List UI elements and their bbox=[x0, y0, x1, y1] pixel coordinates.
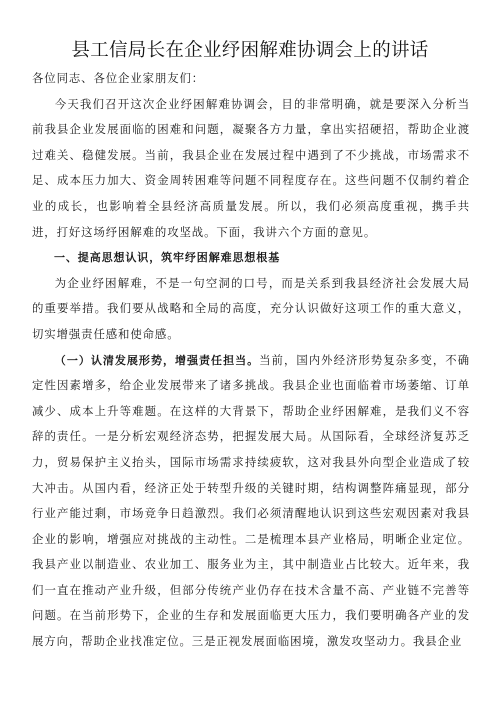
subsection-1-text: 当前，国内外经济形势复杂多变，不确定性因素增多，给企业发展带来了诸多挑战。我县企业也面临着市场萎缩、订单减少、成本上升等难题。在这样的大背景下，帮助企业纾困解难，是我们义不容辞的责任。一是分析宏观经济态势，把握发展大局。从国际看，全球经济复苏乏力，贸易保护主义抬头，国际市场需求持续疲软，这对我县外向型企业造成了较大冲击。从国内看，经济正处于转型升级的关键时期，结构调整阵痛显现，部分行业产能过剩，市场竞争日趋激烈。我们必须清醒地认识到这些宏观因素对我县企业的影响，增强应对挑战的主动性。二是梳理本县产业格局，明晰企业定位。我县产业以制造业、农业加工、服务业为主，其中制造业占比较大。近年来，我们一直在推动产业升级，但部分传统产业仍存在技术含量不高、产业链不完善等问题。在当前形势下，企业的生存和发展面临更大压力，我们要明确各产业的发展方向，帮助企业找准定位。三是正视发展面临困境，激发攻坚动力。我县企业 bbox=[32, 352, 470, 649]
intro-paragraph: 今天我们召开这次企业纾困解难协调会，目的非常明确，就是要深入分析当前我县企业发展面临的困难和问题，凝聚各方力量，拿出实招硬招，帮助企业渡过难关、稳健发展。当前，我县企业在发展过程中遇到了不少挑战，市场需求不足、成本压力加大、资金周转困难等问题不同程度存在。这些问题不仅制约着企业的成长，也影响着全县经济高质量发展。所以，我们必须高度重视，携手共进，打好这场纾困解难的攻坚战。下面，我讲六个方面的意见。 bbox=[32, 96, 470, 239]
subsection-1-lead: （一）认清发展形势，增强责任担当。 bbox=[54, 353, 260, 367]
section-1-paragraph: 为企业纾困解难，不是一句空洞的口号，而是关系到我县经济社会发展大局的重要举措。我们要从战略和全局的高度，充分认识做好这项工作的重大意义，切实增强责任感和使命感。 bbox=[32, 275, 470, 341]
subsection-1-paragraph bbox=[32, 348, 470, 655]
document-body bbox=[32, 66, 470, 655]
salutation: 各位同志、各位企业家朋友们： bbox=[32, 71, 205, 85]
document-title: 县工信局长在企业纾困解难协调会上的讲话 bbox=[71, 40, 429, 61]
section-1-heading: 一、提高思想认识，筑牢纾困解难思想根基 bbox=[54, 251, 281, 265]
